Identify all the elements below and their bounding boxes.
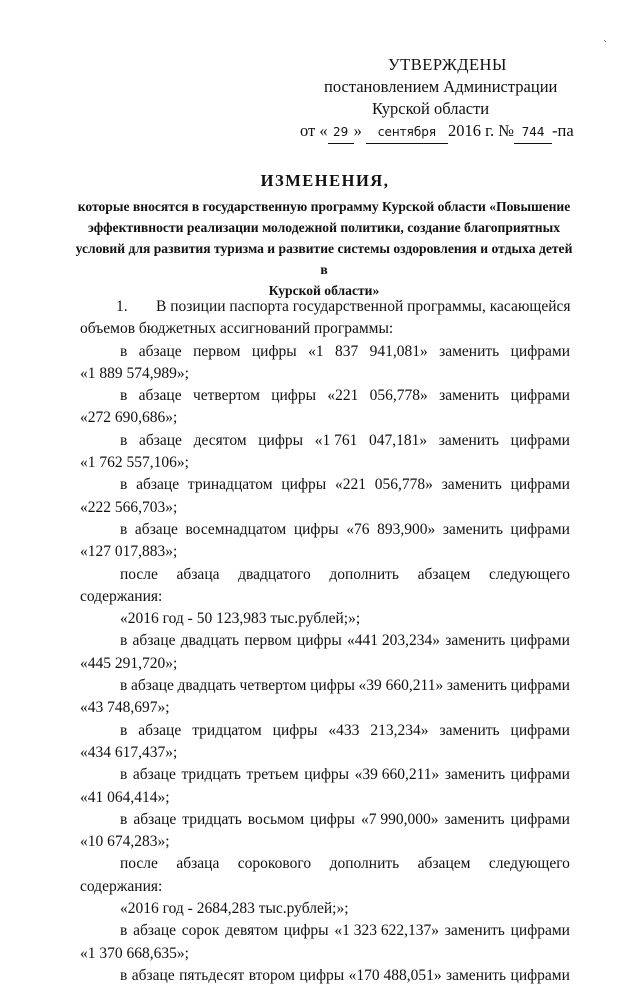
word: заменить: [442, 520, 503, 538]
word: абзаце: [138, 387, 182, 405]
word: 893,900»: [377, 520, 436, 538]
word: заменить: [441, 476, 502, 494]
word: восемнадцатом: [185, 520, 287, 538]
word: цифрами: [510, 520, 570, 538]
edit-new-value: «222 566,703»;: [80, 498, 178, 516]
handwritten-day: 29: [328, 121, 354, 144]
handwritten-number: 744: [514, 121, 552, 144]
word: абзацем: [417, 855, 471, 873]
word: цифры: [304, 766, 350, 784]
edit-new-value: «445 291,720»;: [80, 654, 178, 672]
word: сорокового: [237, 855, 312, 873]
word: заменить: [445, 632, 506, 650]
word: цифрами: [510, 632, 570, 650]
subheading-line: которые вносятся в государственную программу Курской области «Повышение: [77, 199, 571, 214]
word: восьмом: [247, 810, 305, 828]
edit-instruction-line: [80, 809, 570, 831]
word: втором: [248, 966, 295, 984]
edit-instruction-line: [80, 720, 570, 742]
edit-new-value: «434 617,437»;: [80, 743, 178, 761]
edit-new-value: «272 690,686»;: [80, 409, 178, 427]
edit-new-value: «127 017,883»;: [80, 543, 178, 561]
edit-instruction-line: [80, 519, 570, 541]
word: цифры: [296, 632, 342, 650]
word: тридцать: [182, 810, 242, 828]
word: «76: [346, 520, 370, 538]
word: 047,181»: [369, 431, 428, 449]
word: двадцатого: [238, 565, 311, 583]
word: «441 203,234»: [346, 632, 440, 650]
word: в: [120, 342, 128, 360]
edit-new-value: «1 370 668,635»;: [80, 944, 189, 962]
word: абзаце: [132, 766, 176, 784]
subheading-line: эффективности реализации молодежной политики, создание благоприятных: [87, 220, 561, 235]
word: цифрами: [510, 476, 570, 494]
word: в: [120, 966, 128, 984]
date-close-quote: »: [353, 121, 362, 140]
paragraph-1-line-1: [80, 296, 570, 318]
word: 056,778»: [374, 476, 433, 494]
word: цифры: [271, 387, 317, 405]
word: тридцать: [181, 766, 241, 784]
word: цифрами: [510, 966, 570, 984]
word: абзаце: [134, 520, 178, 538]
word: заменить: [446, 966, 507, 984]
word: в: [120, 721, 128, 739]
insert-instruction-line: [80, 564, 570, 586]
word: «39 660,211»: [354, 766, 440, 784]
word: абзаце: [138, 721, 182, 739]
edit-instruction-line: [80, 920, 570, 942]
word: заменить: [439, 342, 500, 360]
word: 056,778»: [369, 387, 428, 405]
word: цифры: [299, 966, 345, 984]
word: заменить: [439, 387, 500, 405]
word: следующего: [488, 565, 570, 583]
edit-instruction-line: [80, 630, 570, 652]
paragraph-text: В позиции паспорта государственной программы, касающейся: [156, 298, 571, 315]
document-body: [80, 296, 570, 987]
word: абзаце: [138, 342, 182, 360]
word: «1 323 622,137»: [334, 922, 439, 940]
scan-speck: `: [603, 40, 608, 51]
edit-new-value: «43 748,697»;: [80, 699, 170, 717]
word: абзаце: [132, 632, 176, 650]
word: заменить: [446, 677, 507, 695]
word: цифрами: [510, 677, 570, 695]
edits-list: [80, 341, 570, 987]
word: в: [120, 431, 128, 449]
insert-new-paragraph: «2016 год - 50 123,983 тыс.рублей;»;: [120, 610, 361, 628]
word: пятьдесят: [179, 966, 245, 984]
edit-new-value: «10 674,283»;: [80, 833, 170, 851]
edit-instruction-line: [80, 430, 570, 452]
word: после: [120, 855, 158, 873]
word: цифры: [258, 431, 304, 449]
edit-instruction-line: [80, 965, 570, 987]
word: после: [120, 565, 158, 583]
word: девятом: [225, 922, 279, 940]
word: цифрами: [510, 387, 570, 405]
word: абзаце: [138, 431, 182, 449]
word: 213,234»: [370, 721, 429, 739]
word: третьем: [246, 766, 299, 784]
word: в: [120, 520, 128, 538]
edit-new-value: «41 064,414»;: [80, 788, 170, 806]
edit-instruction-line: [80, 764, 570, 786]
word: «1 761: [314, 431, 358, 449]
word: цифры: [293, 520, 339, 538]
approval-block: [300, 54, 600, 144]
word: в: [120, 677, 128, 695]
word: 941,081»: [369, 342, 428, 360]
document-heading: ИЗМЕНЕНИЯ,: [260, 171, 390, 190]
edit-new-value: «1 762 557,106»;: [80, 454, 189, 472]
word: цифры: [310, 810, 355, 828]
word: в: [120, 810, 128, 828]
word: двадцать: [177, 677, 236, 695]
word: цифры: [281, 476, 327, 494]
insert-new-paragraph: «2016 год - 2684,283 тыс.рублей;»;: [120, 900, 349, 918]
subheading-line: Курской области»: [268, 283, 380, 298]
word: двадцать: [180, 632, 240, 650]
word: «170 488,051»: [348, 966, 442, 984]
word: абзаца: [176, 565, 220, 583]
word: заменить: [444, 766, 506, 784]
word: абзаце: [136, 476, 180, 494]
word: первом: [244, 632, 292, 650]
word: дополнить: [329, 565, 399, 583]
word: цифрами: [510, 922, 570, 940]
word: цифры: [310, 677, 355, 695]
edit-instruction-line: [80, 675, 570, 697]
word: в: [120, 922, 128, 940]
word: в: [120, 766, 128, 784]
word: в: [120, 632, 128, 650]
word: абзаце: [131, 966, 175, 984]
word: заменить: [439, 721, 500, 739]
approval-line-3: Курской области: [372, 99, 490, 118]
word: «221: [334, 476, 366, 494]
word: цифрами: [510, 342, 570, 360]
word: абзаце: [130, 677, 174, 695]
word: в: [120, 476, 128, 494]
word: цифрами: [510, 431, 570, 449]
insert-instruction-cont: содержания:: [80, 587, 163, 605]
word: заменить: [438, 431, 499, 449]
approval-date-line: [300, 120, 600, 144]
word: цифрами: [510, 810, 570, 828]
word: цифрами: [510, 766, 570, 784]
document-subheading: [74, 196, 574, 301]
word: десятом: [193, 431, 247, 449]
word: дополнить: [329, 855, 400, 873]
paragraph-1-line-2: объемов бюджетных ассигнований программы:: [80, 320, 394, 338]
edit-instruction-line: [80, 474, 570, 496]
insert-instruction-line: [80, 853, 570, 875]
word: четвертом: [239, 677, 307, 695]
paragraph-number: 1.: [116, 298, 128, 315]
word: заменить: [444, 922, 505, 940]
word: цифры: [272, 721, 318, 739]
word: «433: [328, 721, 360, 739]
word: абзаца: [176, 855, 220, 873]
date-prefix: от «: [300, 121, 328, 140]
insert-instruction-cont: содержания:: [80, 877, 163, 895]
number-suffix: -па: [552, 121, 574, 140]
edit-new-value: «1 889 574,989»;: [80, 364, 189, 382]
word: «1: [308, 342, 324, 360]
word: первом: [193, 342, 241, 360]
word: в: [120, 387, 128, 405]
word: абзаце: [133, 922, 177, 940]
edit-instruction-line: [80, 385, 570, 407]
word: «7 990,000»: [360, 810, 439, 828]
word: абзаце: [133, 810, 177, 828]
word: тринадцатом: [187, 476, 273, 494]
word: 837: [334, 342, 359, 360]
word: «221: [327, 387, 359, 405]
word: цифры: [283, 922, 329, 940]
word: сорок: [181, 922, 220, 940]
year-text: 2016 г. №: [448, 121, 515, 140]
word: абзацем: [417, 565, 471, 583]
word: заменить: [444, 810, 505, 828]
edit-instruction-line: [80, 341, 570, 363]
subheading-line: условий для развития туризма и развитие системы оздоровления и отдыха детей в: [75, 241, 573, 277]
word: четвертом: [192, 387, 260, 405]
word: следующего: [488, 855, 570, 873]
word: тридцатом: [192, 721, 262, 739]
word: цифрами: [510, 721, 570, 739]
approval-line-2: постановлением Администрации: [324, 77, 558, 96]
word: «39 660,211»: [358, 677, 444, 695]
word: цифры: [251, 342, 297, 360]
approval-title: УТВЕРЖДЕНЫ: [388, 55, 507, 74]
handwritten-month: сентября: [366, 121, 448, 144]
